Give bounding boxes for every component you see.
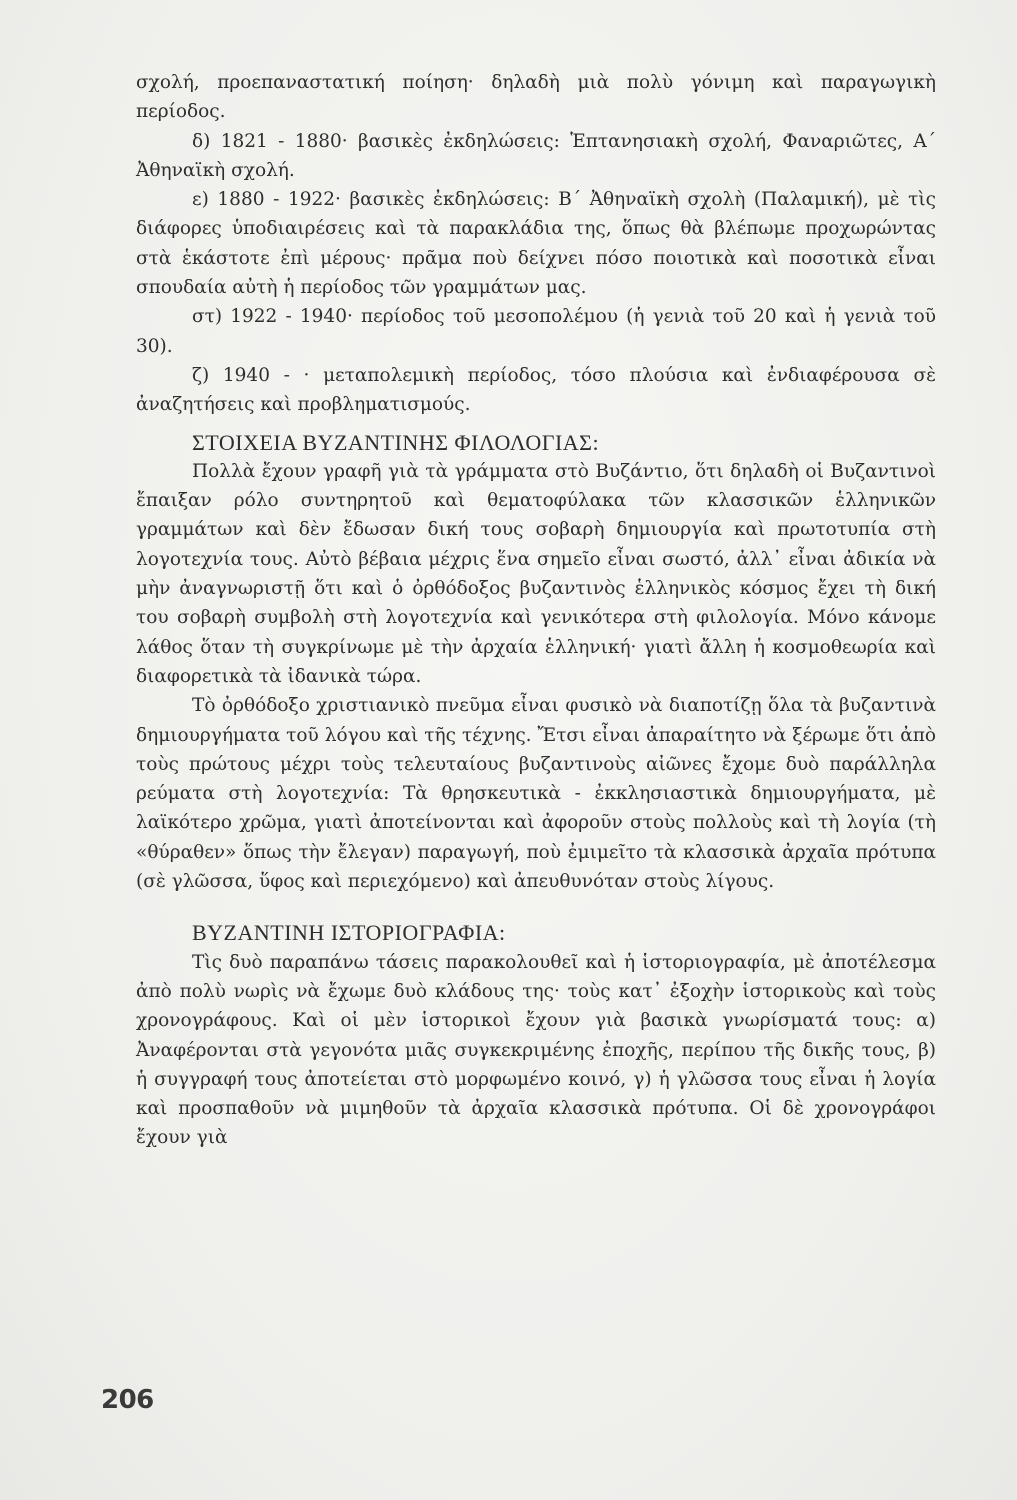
intro-paragraph-1: σχολή, προεπαναστατική ποίηση· δηλαδὴ μιὰ πολὺ γόνιμη καὶ παραγωγικὴ περίοδος. — [136, 72, 936, 123]
period-st-paragraph: στ) 1922 - 1940· περίοδος τοῦ μεσοπολέμου (ἡ γενιὰ τοῦ 20 καὶ ἡ γενιὰ τοῦ 30). — [136, 306, 936, 357]
period-d-paragraph: δ) 1821 - 1880· βασικὲς ἐκδηλώσεις: Ἑπτανησιακὴ σχολή, Φαναριῶτες, Α΄ Ἀθηναϊκὴ σχολή. — [136, 130, 936, 181]
period-z-paragraph: ζ) 1940 - · μεταπολεμικὴ περίοδος, τόσο πλούσια καὶ ἐνδιαφέρουσα σὲ ἀναζητήσεις καὶ προβληματισμούς. — [136, 364, 936, 416]
section-heading-philology: ΣΤΟΙΧΕΙΑ ΒΥΖΑΝΤΙΝΗΣ ΦΙΛΟΛΟΓΙΑΣ: — [192, 429, 600, 455]
period-e-paragraph: ε) 1880 - 1922· βασικὲς ἐκδηλώσεις: Β΄ Ἀθηναϊκὴ σχολὴ (Παλαμική), μὲ τὶς διάφορες ὑποδιαιρέσεις καὶ τὰ παρακλάδια της, ὅπως θὰ βλέπωμε προχωρώντας στὰ ἑκάστοτε ἐπὶ μέρους· πρᾶμα ποὺ δείχνει πόσο ποιοτικὰ καὶ ποσοτικὰ εἶναι σπουδαία αὐτὴ ἡ περίοδος τῶν γραμμάτων μας. — [136, 189, 936, 299]
philology-paragraph-2: Τὸ ὀρθόδοξο χριστιανικὸ πνεῦμα εἶναι φυσικὸ νὰ διαποτίζῃ ὅλα τὰ βυζαντινὰ δημιουργήματα τοῦ λόγου καὶ τῆς τέχνης. Ἔτσι εἶναι ἀπαραίτητο νὰ ξέρωμε ὅτι ἀπὸ τοὺς πρώτους μέχρι τοὺς τελευταίους βυζαντινοὺς αἰῶνες ἔχομε δυὸ παράλληλα ρεύματα στὴ λογοτεχνία: Τὰ θρησκευτικὰ - ἐκκλησιαστικὰ δημιουργήματα, μὲ λαϊκότερο χρῶμα, γιατὶ ἀποτείνονται καὶ ἀφοροῦν στοὺς πολλοὺς καὶ τὴ λογία (τὴ «θύραθεν» ὅπως τὴν ἔλεγαν) παραγωγή, ποὺ ἐμιμεῖτο τὰ κλασσικὰ ἀρχαῖα πρότυπα (σὲ γλῶσσα, ὕφος καὶ περιεχόμενο) καὶ ἀπευθυνόταν στοὺς λίγους. — [136, 695, 936, 893]
page-number: 206 — [101, 1385, 154, 1415]
body-text — [136, 68, 936, 1153]
section-heading-historiography: ΒΥΖΑΝΤΙΝΗ ΙΣΤΟΡΙΟΓΡΑΦΙΑ: — [192, 920, 506, 946]
philology-paragraph-1: Πολλὰ ἔχουν γραφῆ γιὰ τὰ γράμματα στὸ Βυζάντιο, ὅτι δηλαδὴ οἱ Βυζαντινοὶ ἔπαιξαν ρόλο συντηρητοῦ καὶ θεματοφύλακα τῶν κλασσικῶν ἑλληνικῶν γραμμάτων καὶ δὲν ἔδωσαν δική τους σοβαρὴ δημιουργία καὶ πρωτοτυπία στὴ λογοτεχνία τους. Αὐτὸ βέβαια μέχρις ἕνα σημεῖο εἶναι σωστό, ἀλλ᾽ εἶναι ἀδικία νὰ μὴν ἀναγνωριστῇ ὅτι καὶ ὁ ὀρθόδοξος βυζαντινὸς ἑλληνικὸς κόσμος ἔχει τὴ δική του σοβαρὴ συμβολὴ στὴ λογοτεχνία καὶ γενικότερα στὴ φιλολογία. Μόνο κάνομε λάθος ὅταν τὴ συγκρίνωμε μὲ τὴν ἀρχαία ἑλληνική· γιατὶ ἄλλη ἡ κοσμοθεωρία καὶ διαφορετικὰ τὰ ἰδανικὰ τώρα. — [136, 460, 936, 687]
historiography-paragraph-1: Τὶς δυὸ παραπάνω τάσεις παρακολουθεῖ καὶ ἡ ἱστοριογραφία, μὲ ἀποτέλεσμα ἀπὸ πολὺ νωρὶς νὰ ἔχωμε δυὸ κλάδους της· τοὺς κατ᾽ ἐξοχὴν ἱστορικοὺς καὶ τοὺς χρονογράφους. Καὶ οἱ μὲν ἱστορικοὶ ἔχουν γιὰ βασικὰ γνωρίσματά τους: α) Ἀναφέρονται στὰ γεγονότα μιᾶς συγκεκριμένης ἐποχῆς, περίπου τῆς δικῆς τους, β) ἡ συγγραφή τους ἀποτείεται στὸ μορφωμένο κοινό, γ) ἡ γλῶσσα τους εἶναι ἡ λογία καὶ προσπαθοῦν νὰ μιμηθοῦν τὰ ἀρχαῖα κλασσικὰ πρότυπα. Οἱ δὲ χρονογράφοι ἔχουν γιὰ — [136, 951, 936, 1149]
